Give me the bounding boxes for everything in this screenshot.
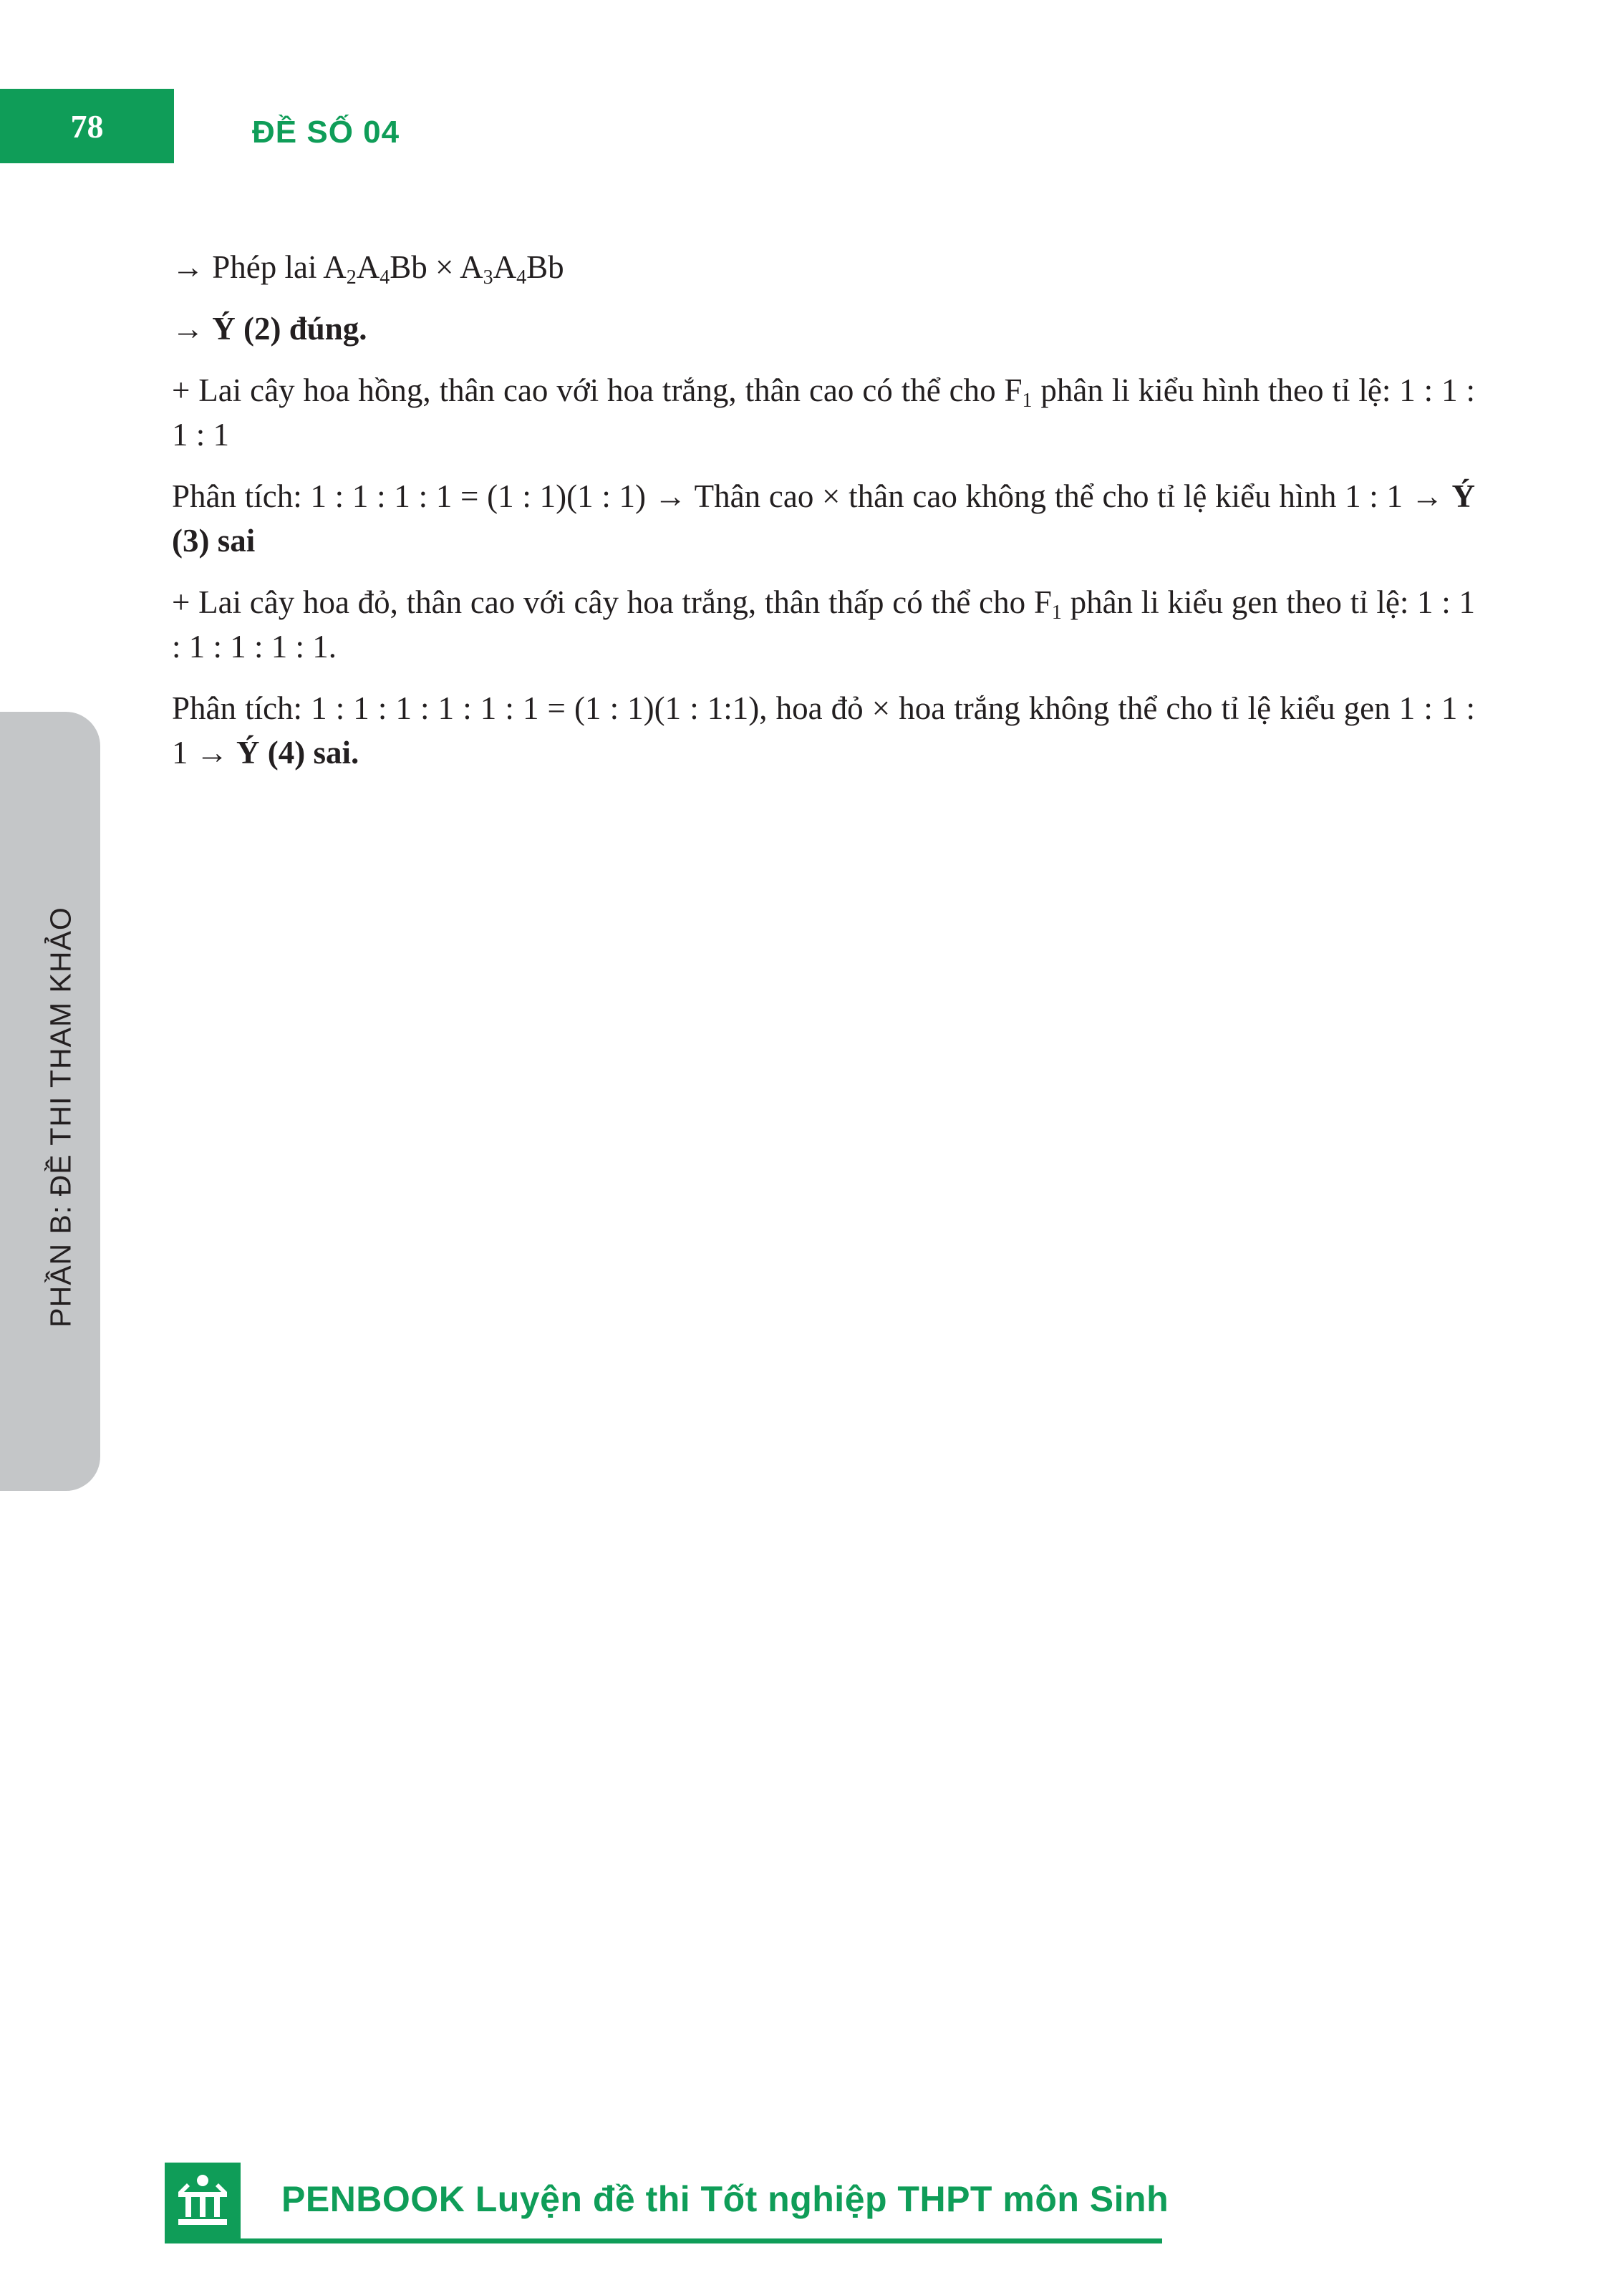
subscript: 3 bbox=[483, 266, 493, 289]
subscript: 4 bbox=[516, 266, 527, 289]
text: → bbox=[172, 311, 213, 347]
answer-content bbox=[172, 245, 1475, 792]
subscript: 1 bbox=[1022, 390, 1033, 412]
conclusion-bold: Ý (3) sai bbox=[172, 478, 1475, 559]
paragraph-conclusion-2 bbox=[172, 306, 1475, 351]
side-tab-label: PHẦN B: ĐỀ THI THAM KHẢO bbox=[44, 907, 77, 1328]
paragraph-analysis-3 bbox=[172, 474, 1475, 563]
text: Bb × A bbox=[390, 249, 483, 285]
paragraph-analysis-4 bbox=[172, 686, 1475, 775]
footer-rule bbox=[165, 2238, 1162, 2243]
paragraph-cross bbox=[172, 245, 1475, 289]
footer-title: PENBOOK Luyện đề thi Tốt nghiệp THPT môn Sinh bbox=[281, 2179, 1169, 2219]
text: Phân tích: 1 : 1 : 1 : 1 : 1 : 1 = (1 : 1)(1 : 1:1), hoa đỏ × hoa trắng không thể cho tỉ lệ kiểu gen 1 : 1 : 1 → bbox=[172, 690, 1475, 771]
conclusion-bold: Ý (4) sai. bbox=[236, 735, 359, 771]
text: Phân tích: 1 : 1 : 1 : 1 = (1 : 1)(1 : 1) → Thân cao × thân cao không thể cho tỉ lệ kiểu hình 1 : 1 → bbox=[172, 478, 1452, 514]
text: phân li kiểu hình theo tỉ lệ: 1 : 1 : 1 : 1 bbox=[172, 372, 1475, 453]
paragraph-case-3 bbox=[172, 368, 1475, 457]
subscript: 1 bbox=[1051, 602, 1062, 624]
text: + Lai cây hoa hồng, thân cao với hoa trắng, thân cao có thể cho F bbox=[172, 372, 1023, 408]
text: → Phép lai A bbox=[172, 249, 347, 285]
page-number: 78 bbox=[70, 107, 104, 145]
subscript: 4 bbox=[380, 266, 390, 289]
text: A bbox=[356, 249, 380, 285]
text: A bbox=[493, 249, 517, 285]
paragraph-case-4 bbox=[172, 580, 1475, 669]
penbook-logo-icon bbox=[165, 2163, 241, 2238]
text: phân li kiểu gen theo tỉ lệ: 1 : 1 : 1 : 1 : 1 : 1. bbox=[172, 584, 1475, 665]
conclusion-bold: Ý (2) đúng. bbox=[212, 311, 367, 347]
text: + Lai cây hoa đỏ, thân cao với cây hoa trắng, thân thấp có thể cho F bbox=[172, 584, 1052, 620]
section-title: ĐỀ SỐ 04 bbox=[252, 115, 400, 150]
text: Bb bbox=[526, 249, 564, 285]
page-number-box bbox=[0, 89, 174, 163]
subscript: 2 bbox=[346, 266, 357, 289]
